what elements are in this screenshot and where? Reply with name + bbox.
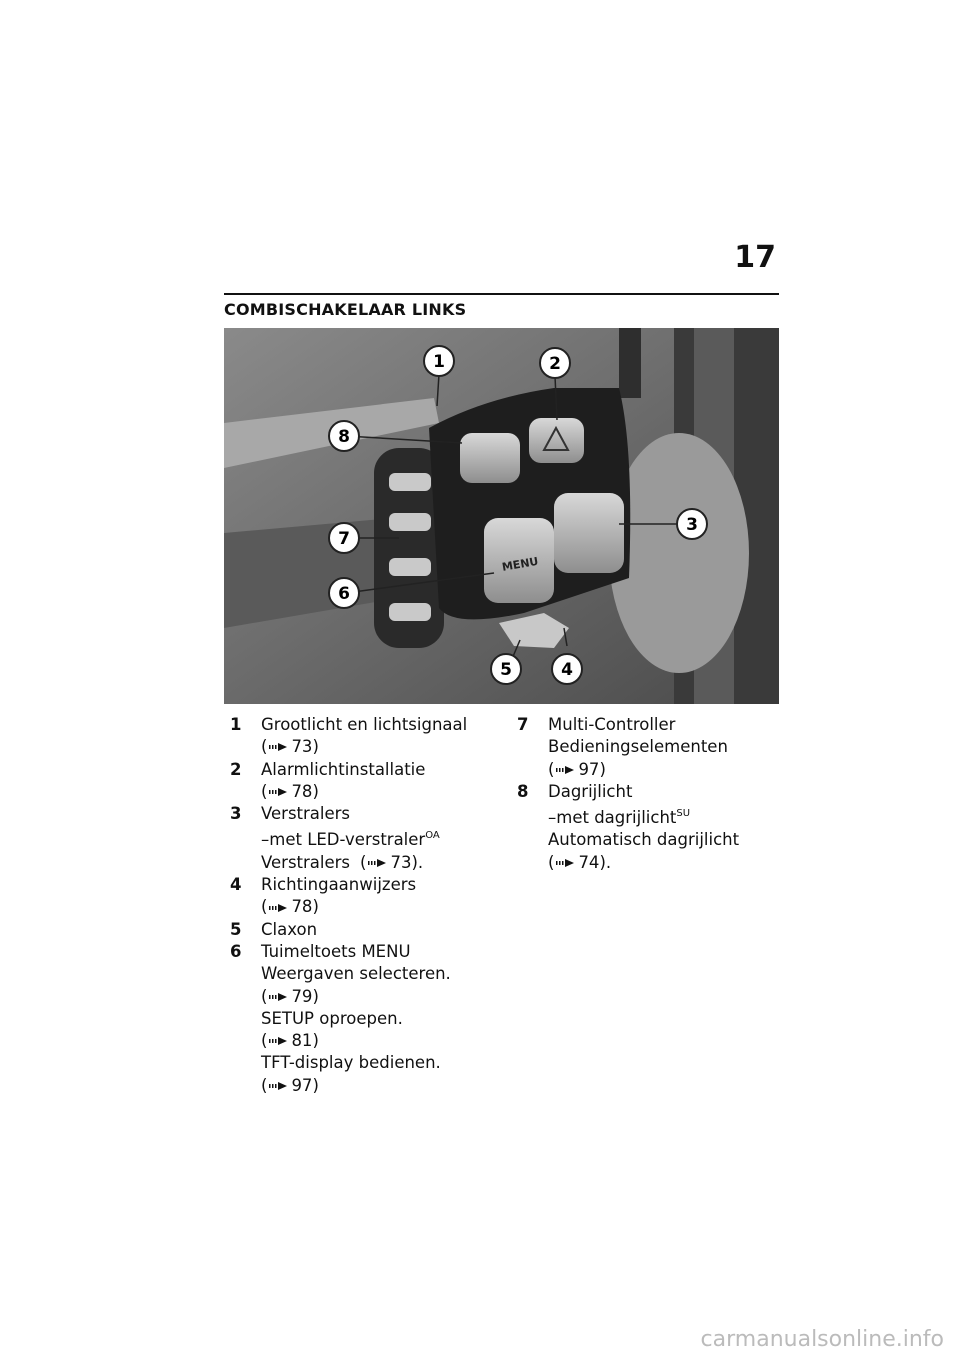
legend-text: Richtingaanwijzers [261,875,417,895]
legend-text: Verstralers [261,804,351,824]
legend-text: Dagrijlicht [548,781,633,801]
callout-6: 6 [338,584,350,604]
legend-line [261,941,454,963]
callout-8: 8 [338,427,350,447]
page-arrow-icon [268,902,288,914]
legend-line [261,759,454,781]
header-rule [224,293,779,295]
page-reference-suffix: ) [312,897,319,917]
legend-number: 1 [230,715,242,734]
page-arrow-icon [555,764,575,776]
legend-line [261,1008,454,1030]
legend-item [224,874,454,919]
legend-line [261,1052,454,1074]
watermark: carmanualsonline.info [700,1327,944,1352]
legend-text: Verstralers [261,852,351,872]
page-reference[interactable]: ( 97 ) [548,759,606,781]
page-arrow-icon [268,741,288,753]
legend-line [261,1030,454,1052]
legend-line [548,852,741,874]
legend-left [224,714,468,1097]
legend-number: 5 [230,919,242,939]
legend-number: 4 [230,875,242,895]
legend-line [261,714,468,736]
legend-item [224,803,454,874]
page-reference[interactable]: ( 73 ) [261,736,319,758]
page-reference[interactable]: ( 97 ) [261,1075,319,1097]
page-number: 17 [734,240,776,275]
menu-button-label: MENU [501,554,540,574]
legend-item [224,714,468,759]
legend-line [261,852,454,874]
legend-line [548,829,741,851]
page-arrow-icon [268,991,288,1003]
legend-line [261,781,454,803]
legend-line [261,803,454,825]
page-reference-suffix: ). [599,852,612,872]
page-reference-number: 79 [291,986,313,1006]
legend-number: 3 [230,804,242,824]
page-reference-number: 97 [291,1075,313,1095]
legend-number: 8 [517,781,529,801]
legend-item [224,919,454,941]
page-arrow-icon [268,1080,288,1092]
handlebar-switch-photo [224,328,779,704]
callout-2: 2 [549,354,561,374]
legend-text: TFT-display bedienen. [261,1053,441,1073]
page-reference[interactable]: ( 79 ) [261,986,319,1008]
callout-7: 7 [338,529,350,549]
legend-line [548,736,741,758]
page-arrow-icon [367,857,387,869]
page-reference[interactable]: ( 81 ) [261,1030,319,1052]
page-reference-suffix: ). [411,852,424,872]
legend-line [261,963,454,985]
page-reference-number: 81 [291,1031,313,1051]
legend-item [224,759,454,804]
page-reference-suffix: ) [312,781,319,801]
page-arrow-icon [268,1035,288,1047]
legend-text: Weergaven selecteren. [261,964,451,984]
page-reference[interactable]: ( 78 ) [261,896,319,918]
legend-line [548,714,741,736]
legend-line [261,919,454,941]
legend-text: Claxon [261,919,318,939]
page-reference-number: 78 [291,781,313,801]
legend-right [511,714,741,874]
legend-line [261,825,454,851]
page-reference-number: 97 [578,759,600,779]
legend-text: SETUP oproepen. [261,1008,403,1028]
legend-text: –met LED-verstraler [261,830,426,850]
legend-line [548,759,741,781]
page-reference-suffix: ) [312,986,319,1006]
callout-1: 1 [433,352,445,372]
page-reference-number: 78 [291,897,313,917]
section-title: COMBISCHAKELAAR LINKS [224,300,467,319]
legend-line [261,874,454,896]
page-reference[interactable]: ( 78 ) [261,781,319,803]
callout-4: 4 [561,660,573,680]
page-reference[interactable]: ( 73 ). [360,852,423,874]
legend-line [261,1075,454,1097]
page-reference-number: 73 [390,852,412,872]
legend-text: Bedieningselementen [548,737,728,757]
legend-text: Alarmlichtinstallatie [261,759,426,779]
callout-5: 5 [500,660,512,680]
legend-text: –met dagrijlicht [548,808,677,828]
legend-item [511,781,741,874]
legend-line [261,736,454,758]
equipment-code: SU [676,808,691,820]
legend-item [224,941,454,1097]
legend-number: 6 [230,941,242,961]
page-reference[interactable]: ( 74 ). [548,852,611,874]
page-reference-suffix: ) [312,1031,319,1051]
legend-text: Multi-Controller [548,715,676,734]
legend-number: 2 [230,759,242,779]
page-reference-number: 73 [291,737,313,757]
legend-line [548,781,741,803]
page-arrow-icon [268,786,288,798]
legend-text: Tuimeltoets MENU [261,941,411,961]
legend-number: 7 [517,715,529,734]
page-reference-suffix: ) [312,737,319,757]
legend-text: Automatisch dagrijlicht [548,830,740,850]
page-reference-suffix: ) [312,1075,319,1095]
callout-3: 3 [686,515,698,535]
page-arrow-icon [555,857,575,869]
page-reference-number: 74 [578,852,600,872]
page-reference-suffix: ) [599,759,606,779]
legend-item [511,714,741,781]
legend-line [261,896,454,918]
legend-line [548,803,741,829]
legend-line [261,986,454,1008]
legend-text: Grootlicht en lichtsignaal [261,715,468,734]
equipment-code: OA [425,830,440,842]
